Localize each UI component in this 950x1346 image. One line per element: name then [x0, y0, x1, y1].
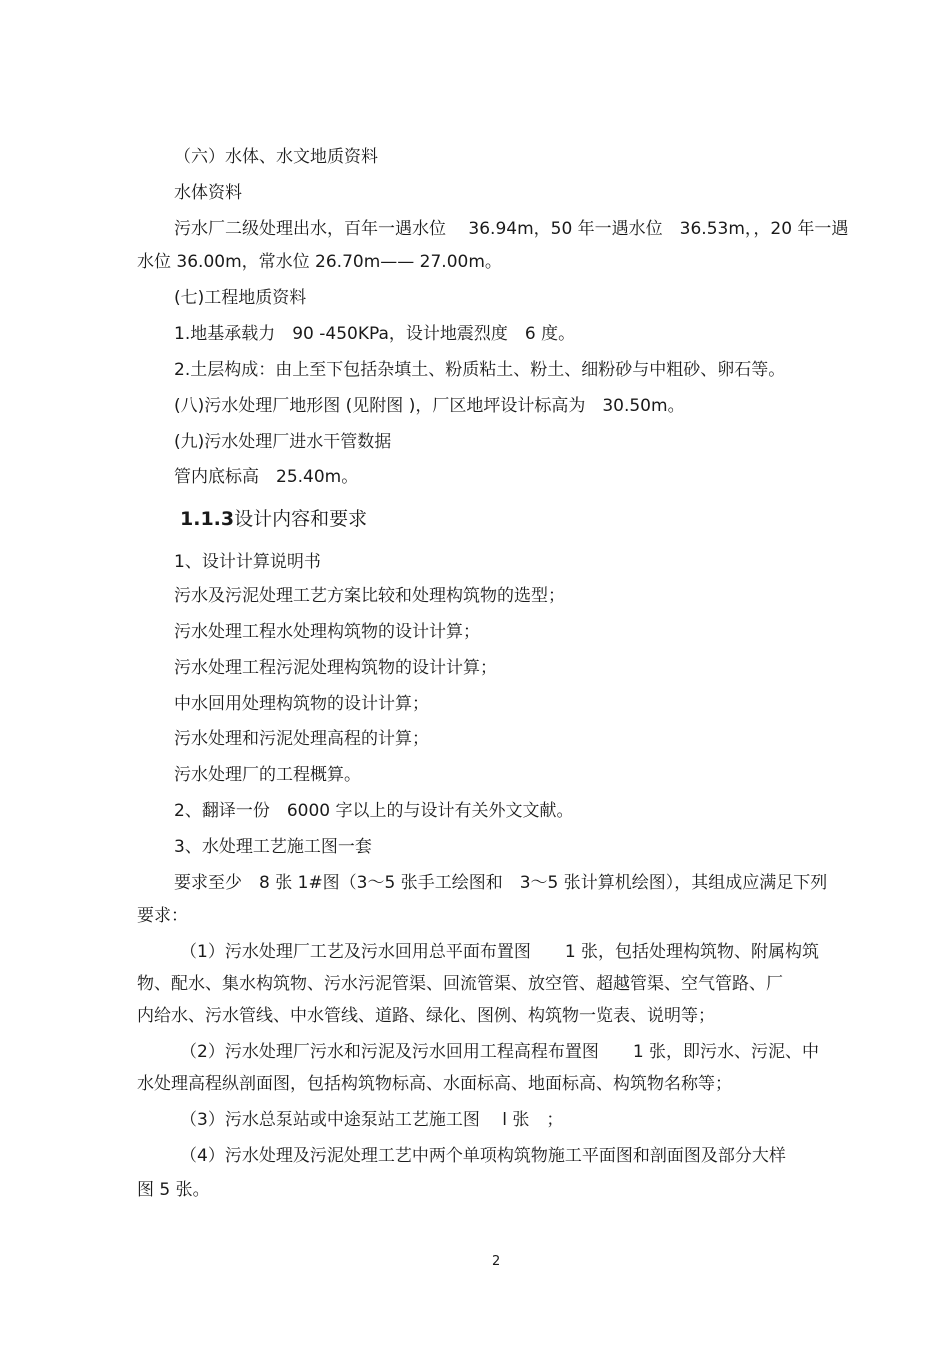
water-body-subtitle: 水体资料 — [174, 183, 242, 203]
drawing-1-line-2: 物、配水、集水构筑物、污水污泥管渠、回流管渠、放空管、超越管渠、空气管路、厂 — [137, 974, 783, 994]
drawing-1-line-1: （1）污水处理厂工艺及污水回用总平面布置图 1 张，包括处理构筑物、附属构筑 — [180, 942, 820, 962]
item-2-line: 2、翻译一份 6000 字以上的与设计有关外文文献。 — [174, 801, 574, 821]
section-8-line: (八)污水处理厂地形图 (见附图 )，厂区地坪设计标高为 30.50m。 — [174, 396, 685, 416]
page-number: 2 — [492, 1254, 501, 1269]
pipe-elevation-line: 管内底标高 25.40m。 — [174, 467, 359, 487]
section-6-title: （六）水体、水文地质资料 — [174, 147, 378, 167]
list-item: 污水处理和污泥处理高程的计算； — [174, 729, 429, 749]
drawing-3-line: （3）污水总泵站或中途泵站工艺施工图 l 张 ； — [180, 1110, 564, 1130]
list-item: 污水处理厂的工程概算。 — [174, 765, 361, 785]
requirement-line-2: 要求： — [137, 906, 188, 926]
requirement-line-1: 要求至少 8 张 1#图（3～5 张手工绘图和 3～5 张计算机绘图），其组成应满足下列 — [174, 873, 828, 893]
heading-title: 设计内容和要求 — [234, 508, 368, 530]
heading-number: 1.1.3 — [180, 508, 235, 530]
drawing-1-line-3: 内给水、污水管线、中水管线、道路、绿化、图例、构筑物一览表、说明等； — [137, 1006, 715, 1026]
section-9-title: (九)污水处理厂进水干管数据 — [174, 432, 392, 452]
drawing-4-line-1: （4）污水处理及污泥处理工艺中两个单项构筑物施工平面图和剖面图及部分大样 — [180, 1146, 786, 1166]
list-item: 污水处理工程水处理构筑物的设计计算； — [174, 622, 480, 642]
water-level-line-1: 污水厂二级处理出水，百年一遇水位 36.94m，50 年一遇水位 36.53m，，20 年一遇 — [174, 219, 849, 239]
bearing-capacity-line: 1.地基承载力 90 -450KPa，设计地震烈度 6 度。 — [174, 324, 576, 344]
drawing-2-line-1: （2）污水处理厂污水和污泥及污水回用工程高程布置图 1 张，即污水、污泥、中 — [180, 1042, 820, 1062]
section-7-title: (七)工程地质资料 — [174, 288, 307, 308]
drawing-2-line-2: 水处理高程纵剖面图，包括构筑物标高、水面标高、地面标高、构筑物名称等； — [137, 1074, 732, 1094]
list-item: 中水回用处理构筑物的设计计算； — [174, 694, 429, 714]
drawing-4-line-2: 图 5 张。 — [137, 1180, 210, 1200]
section-heading — [180, 507, 367, 531]
list-item: 污水及污泥处理工艺方案比较和处理构筑物的选型； — [174, 586, 565, 606]
item-3-title: 3、水处理工艺施工图一套 — [174, 837, 372, 857]
list-item: 污水处理工程污泥处理构筑物的设计计算； — [174, 658, 497, 678]
soil-layers-line: 2.土层构成：由上至下包括杂填土、粉质粘土、粉土、细粉砂与中粗砂、卵石等。 — [174, 360, 786, 380]
water-level-line-2: 水位 36.00m，常水位 26.70m—— 27.00m。 — [137, 252, 502, 272]
item-1-title: 1、设计计算说明书 — [174, 552, 321, 572]
